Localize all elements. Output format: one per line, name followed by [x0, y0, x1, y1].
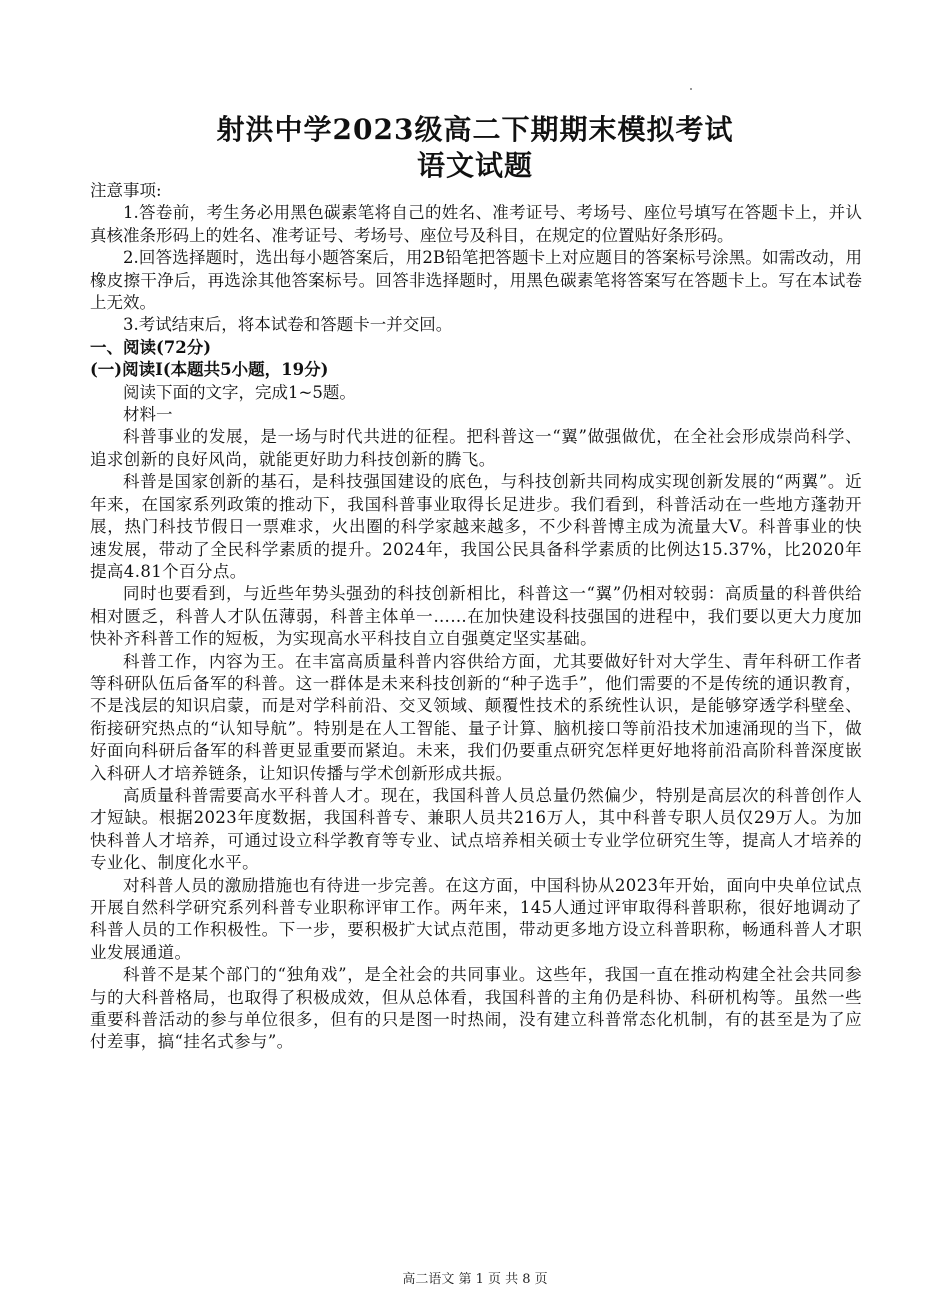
page-footer: 高二语文 第 1 页 共 8 页 [402, 1272, 548, 1287]
notice-item-3: 3.考试结束后，将本试卷和答题卡一并交回。 [123, 315, 453, 335]
exam-title: 射洪中学2023级高二下期期末模拟考试 [216, 113, 734, 146]
passage-paragraph-4: 科普工作，内容为王。在丰富高质量科普内容供给方面，尤其要做好针对大学生、青年科研工作者等科研队伍后备军的科普。这一群体是未来科技创新的“种子选手”，他们需要的不是传统的通识教育，不是浅层的知识启蒙，而是对学科前沿、交叉领域、颠覆性技术的系统性认识，是能够穿透学科壁垒、衔接研究热点的“认知导航”。特别是在人工智能、量子计算、脑机接口等前沿技术加速涌现的当下，做好面向科研后备军的科普更显重要而紧迫。未来，我们仍要重点研究怎样更好地将前沿高阶科普深度嵌入科研人才培养链条，让知识传播与学术创新形成共振。 [90, 651, 862, 783]
passage-paragraph-7: 科普不是某个部门的“独角戏”，是全社会的共同事业。这些年，我国一直在推动构建全社会共同参与的大科普格局，也取得了积极成效，但从总体看，我国科普的主角仍是科协、科研机构等。虽然一些重要科普活动的参与单位很多，但有的只是图一时热闹，没有建立科普常态化机制，有的甚至是为了应付差事，搞“挂名式参与”。 [90, 965, 862, 1052]
scan-dot [690, 88, 692, 90]
passage-paragraph-3: 同时也要看到，与近些年势头强劲的科技创新相比，科普这一“翼”仍相对较弱：高质量的科普供给相对匮乏，科普人才队伍薄弱，科普主体单一……在加快建设科技强国的进程中，我们要以更大力度加快补齐科普工作的短板，为实现高水平科技自立自强奠定坚实基础。 [90, 584, 862, 649]
passage-paragraph-2: 科普是国家创新的基石，是科技强国建设的底色，与科技创新共同构成实现创新发展的“两翼”。近年来，在国家系列政策的推动下，我国科普事业取得长足进步。我们看到，科普活动在一些地方蓬勃开展，热门科技节假日一票难求，火出圈的科学家越来越多，不少科普博主成为流量大V。科普事业的快速发展，带动了全民科学素质的提升。2024年，我国公民具备科学素质的比例达15.37%，比2020年提高4.81个百分点。 [90, 472, 862, 581]
material-label: 材料一 [123, 405, 173, 425]
exam-subject-title: 语文试题 [416, 149, 533, 182]
notice-item-1: 1.答卷前，考生务必用黑色碳素笔将自己的姓名、准考证号、考场号、座位号填写在答题卡上，并认真核准条形码上的姓名、准考证号、考场号、座位号及科目，在规定的位置贴好条形码。 [90, 203, 862, 245]
notice-heading: 注意事项: [90, 181, 162, 200]
reading-instruction: 阅读下面的文字，完成1~5题。 [123, 382, 356, 402]
passage-paragraph-5: 高质量科普需要高水平科普人才。现在，我国科普人员总量仍然偏少，特别是高层次的科普创作人才短缺。根据2023年度数据，我国科普专、兼职人员共216万人，其中科普专职人员仅29万人。为加快科普人才培养，可通过设立科学教育等专业、试点培养相关硕士专业学位研究生等，提高人才培养的专业化、制度化水平。 [90, 785, 862, 873]
notice-item-2: 2.回答选择题时，选出每小题答案后，用2B铅笔把答题卡上对应题目的答案标号涂黑。如需改动，用橡皮擦干净后，再选涂其他答案标号。回答非选择题时，用黑色碳素笔将答案写在答题卡上。写在本试卷上无效。 [90, 248, 862, 313]
passage-paragraph-1: 科普事业的发展，是一场与时代共进的征程。把科普这一“翼”做强做优，在全社会形成崇尚科学、追求创新的良好风尚，就能更好助力科技创新的腾飞。 [90, 427, 862, 469]
page-body [90, 180, 862, 1054]
passage-paragraph-6: 对科普人员的激励措施也有待进一步完善。在这方面，中国科协从2023年开始，面向中央单位试点开展自然科学研究系列科普专业职称评审工作。两年来，145人通过评审取得科普职称，很好地调动了科普人员的工作积极性。下一步，要积极扩大试点范围，带动更多地方设立科普职称，畅通科普人才职业发展通道。 [90, 875, 862, 962]
section-subheading: (一)阅读Ⅰ(本题共5小题，19分) [90, 360, 329, 380]
section-heading: 一、阅读(72分) [90, 337, 212, 357]
